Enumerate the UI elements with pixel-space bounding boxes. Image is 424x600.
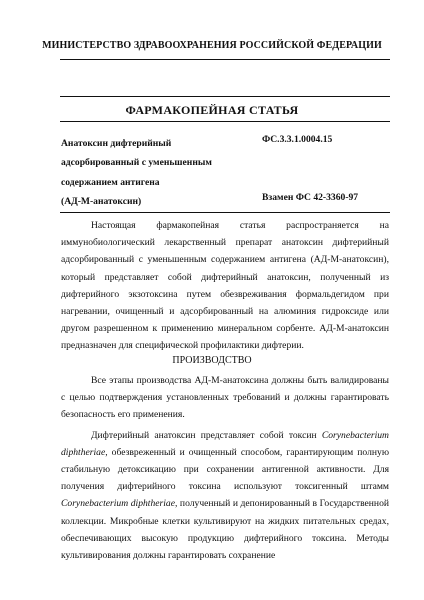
validation-paragraph: Все этапы производства АД-М-анатоксина должны быть валидированы с целью подтверждения установленных требований и должны гарантировать безопасность его применения. [61,375,389,421]
title-rule-top [60,96,390,97]
document-title: ФАРМАКОПЕЙНАЯ СТАТЬЯ [125,103,299,117]
title-rule-bottom [60,121,390,122]
species-name: Corynebacterium [61,498,129,510]
production-section [61,372,389,564]
document-code: ФС.3.3.1.0004.15 [262,134,333,145]
toxin-paragraph [61,427,389,565]
header-block-rule [60,212,390,213]
species-name: diphtheriae [130,498,175,510]
toxin-text: , полученный и депонированный в Государственной коллекции. Микробные клетки культивируют на жидких питательных средах, обеспечивающих высокую продукцию дифтерийного токсина. Методы культивирования должны гарантировать сохранение [61,498,389,562]
drug-name-line: содержанием антигена [61,176,160,188]
section-heading: ПРОИЗВОДСТВО [172,355,252,366]
toxin-text: Дифтерийный анатоксин представляет собой токсин [91,429,322,441]
drug-name-line: (АД-М-анатоксин) [61,196,142,208]
toxin-text: , обезвреженный и очищенный способом, гарантирующим полную стабильную детоксикацию при сохранении антигенной активности. Для получения дифтерийного токсина используют токсигенный штамм [61,446,389,493]
replaces-code: Взамен ФС 42-3360-97 [262,192,359,203]
intro-paragraph: Настоящая фармакопейная статья распространяется на иммунобиологический лекарственный препарат анатоксин дифтерийный адсорбированный с уменьшенным содержанием антигена (АД-М-анатоксин), который представляет собой дифтерийный анатоксин, полученный из дифтерийного экзотоксина путем обезвреживания формальдегидом при нагревании, очищенный и адсорбированный на алюминия гидроксиде или другом разрешенном к применению минеральном сорбенте. АД-М-анатоксин предназначен для специфической профилактики дифтерии. [61,220,389,352]
drug-name-line: адсорбированный с уменьшенным [61,157,212,169]
intro-section [61,217,389,355]
header-rule [60,59,390,60]
drug-name-line: Анатоксин дифтерийный [61,138,172,149]
drug-name-block [61,134,251,212]
ministry-header: МИНИСТЕРСТВО ЗДРАВООХРАНЕНИЯ РОССИЙСКОЙ ФЕДЕРАЦИИ [42,40,382,51]
species-name: Corynebacterium diphtheriae [61,429,389,458]
